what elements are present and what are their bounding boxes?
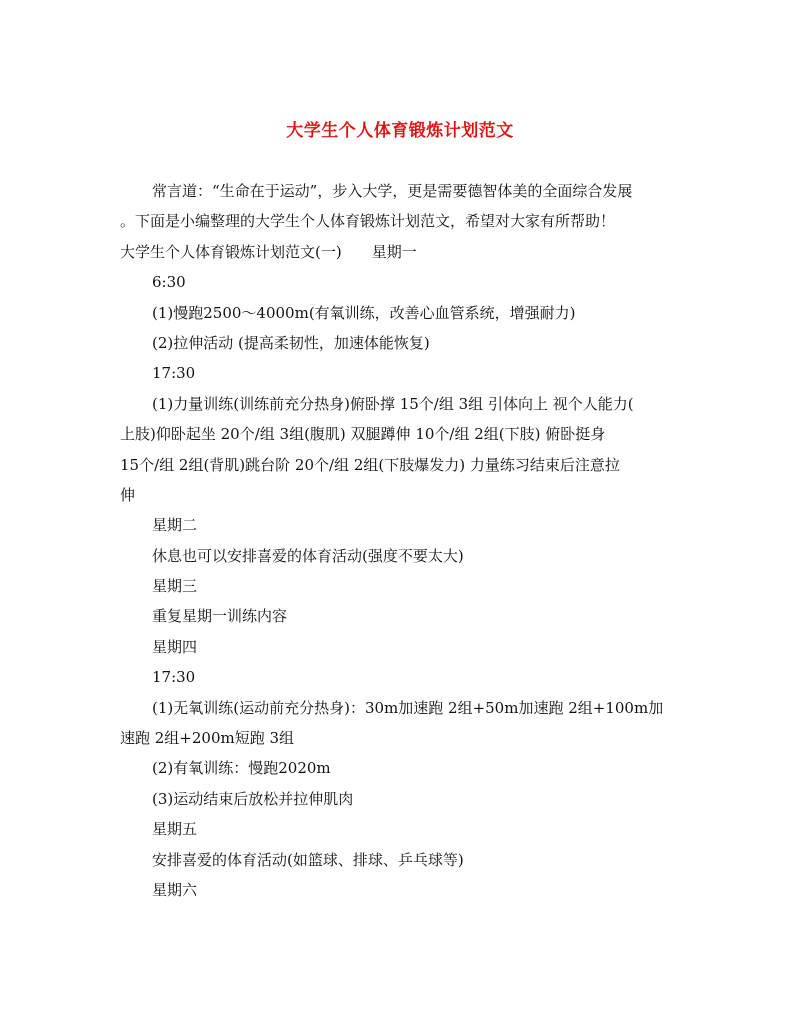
paragraph-line: (1)力量训练(训练前充分热身)俯卧撑 15个/组 3组 引体向上 视个人能力( xyxy=(152,394,634,413)
weekday-label: 星期四 xyxy=(152,637,198,656)
time-label: 17:30 xyxy=(152,364,196,383)
document-body xyxy=(120,176,680,905)
paragraph-line: 休息也可以安排喜爱的体育活动(强度不要太大) xyxy=(152,546,464,565)
weekday-label: 星期三 xyxy=(152,577,198,596)
weekday-label: 星期六 xyxy=(152,880,198,899)
time-label: 6:30 xyxy=(152,273,186,292)
paragraph-line: 。下面是小编整理的大学生个人体育锻炼计划范文，希望对大家有所帮助！ xyxy=(120,212,616,231)
time-label: 17:30 xyxy=(152,668,196,687)
paragraph-line: (1)无氧训练(运动前充分热身)：30m加速跑 2组+50m加速跑 2组+100m加 xyxy=(152,698,664,717)
paragraph-line: (3)运动结束后放松并拉伸肌肉 xyxy=(152,789,354,808)
weekday-label: 星期五 xyxy=(152,820,198,839)
paragraph-line: 上肢)仰卧起坐 20个/组 3组(腹肌) 双腿蹲伸 10个/组 2组(下肢) 俯卧挺身 xyxy=(120,425,606,444)
paragraph-line: (1)慢跑2500～4000m(有氧训练，改善心血管系统，增强耐力) xyxy=(152,303,576,322)
weekday-label: 星期二 xyxy=(152,516,198,535)
paragraph-line: 速跑 2组+200m短跑 3组 xyxy=(120,729,295,748)
document-title: 大学生个人体育锻炼计划范文 xyxy=(286,121,514,141)
paragraph-line: 伸 xyxy=(120,485,136,504)
paragraph-line: 重复星期一训练内容 xyxy=(152,607,288,626)
paragraph-line: (2)拉伸活动 (提高柔韧性，加速体能恢复) xyxy=(152,333,430,352)
paragraph-line: 常言道：“生命在于运动”，步入大学，更是需要德智体美的全面综合发展 xyxy=(152,182,633,200)
paragraph-line: 15个/组 2组(背肌)跳台阶 20个/组 2组(下肢爆发力) 力量练习结束后注意拉 xyxy=(120,455,620,474)
section-heading-line: 大学生个人体育锻炼计划范文(一) 星期一 xyxy=(120,242,417,261)
paragraph-line: (2)有氧训练：慢跑2020m xyxy=(152,759,331,778)
paragraph-line: 安排喜爱的体育活动(如篮球、排球、乒乓球等) xyxy=(152,850,464,869)
